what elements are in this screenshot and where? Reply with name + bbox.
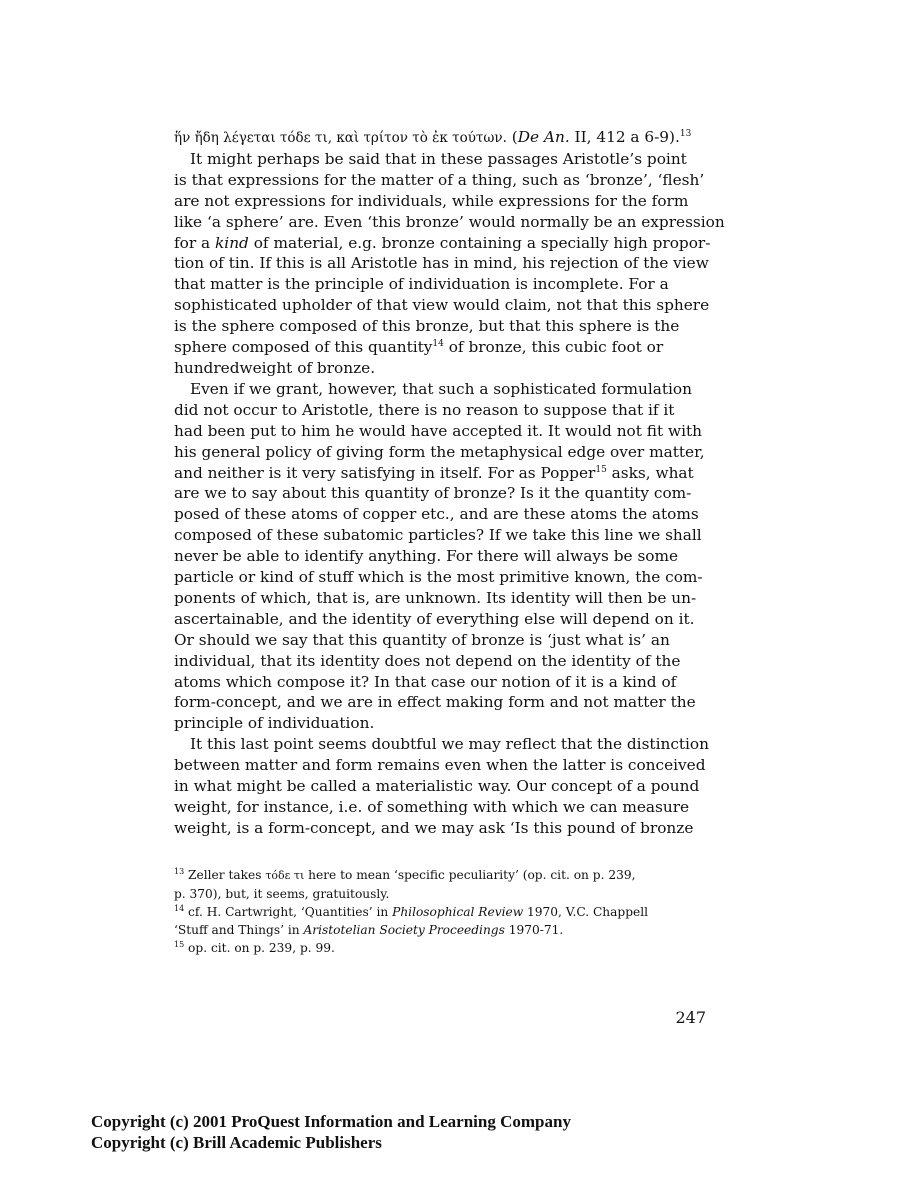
text-run: that matter is the principle of individuation is incomplete. For a <box>174 275 669 294</box>
text-run: Zeller takes <box>184 868 266 882</box>
body-line <box>174 713 706 734</box>
footnote-line <box>174 866 706 885</box>
body-line <box>174 379 706 400</box>
italic-text: Philosophical Review <box>392 905 524 919</box>
text-run: weight, is a form-concept, and we may ask ‘Is this pound of bronze <box>174 818 694 837</box>
text-run: sphere composed of this quantity <box>174 338 433 357</box>
text-run: weight, for instance, i.e. of something with which we can measure <box>174 798 690 816</box>
text-run: his general policy of giving form the metaphysical edge over matter, <box>174 442 705 461</box>
text-run: are not expressions for individuals, while expressions for the form <box>174 191 689 210</box>
text-run: for a <box>174 233 216 252</box>
body-line <box>174 316 706 337</box>
body-line <box>174 609 706 630</box>
body-line <box>174 400 706 421</box>
copyright-line-1: Copyright (c) 2001 ProQuest Information and Learning Company <box>91 1112 571 1131</box>
text-run: ponents of which, that is, are unknown. Its identity will then be un- <box>174 588 697 607</box>
body-line <box>174 295 710 316</box>
footnote-marker: 13 <box>174 867 185 876</box>
text-run: are we to say about this quantity of bronze? Is it the quantity com- <box>174 484 692 503</box>
text-run: in what might be called a materialistic way. Our concept of a pound <box>174 777 700 796</box>
text-run: did not occur to Aristotle, there is no reason to suppose that if it <box>174 400 675 419</box>
body-line <box>174 274 706 295</box>
body-line <box>174 776 706 797</box>
text-run: ascertainable, and the identity of everything else will depend on it. <box>174 609 695 628</box>
text-run: It might perhaps be said that in these passages Aristotle’s point <box>190 149 687 168</box>
main-text <box>174 127 725 839</box>
text-run: sophisticated upholder of that view would claim, not that this sphere <box>174 296 710 315</box>
footnote-line <box>174 921 706 939</box>
text-run: individual, that its identity does not depend on the identity of the <box>174 651 681 670</box>
body-line <box>174 191 706 212</box>
text-run: 1970-71. <box>504 923 564 937</box>
italic-text: kind <box>215 233 249 252</box>
body-line <box>174 463 706 484</box>
text-run: atoms which compose it? In that case our notion of it is a kind of <box>174 672 677 691</box>
body-line <box>174 525 706 546</box>
body-line <box>174 630 706 651</box>
text-run: ( <box>506 128 518 146</box>
footnote-line <box>174 885 706 903</box>
body-line <box>174 588 706 609</box>
text-run: of bronze, this cubic foot or <box>443 338 664 357</box>
text-run: asks, what <box>606 463 694 482</box>
text-run: posed of these atoms of copper etc., and are these atoms the atoms <box>174 505 699 524</box>
body-line <box>174 212 725 233</box>
page-number: 247 <box>675 1008 706 1027</box>
body-line <box>174 755 706 776</box>
body-line <box>174 233 711 254</box>
body-line <box>174 358 706 379</box>
text-run: tion of tin. If this is all Aristotle has in mind, his rejection of the view <box>174 254 709 273</box>
footnote-line <box>174 939 706 957</box>
text-run: particle or kind of stuff which is the most primitive known, the com- <box>174 568 703 587</box>
text-run: never be able to identify anything. For there will always be some <box>174 547 679 566</box>
text-run: p. 370), but, it seems, gratuitously. <box>174 887 390 901</box>
text-run: op. cit. on p. 239, p. 99. <box>184 941 335 955</box>
body-line <box>174 149 706 170</box>
text-run: here to mean ‘specific peculiarity’ (op. cit. on p. 239, <box>304 868 636 882</box>
text-run: and neither is it very satisfying in itself. For as Popper <box>174 463 596 482</box>
text-run: hundredweight of bronze. <box>174 358 376 377</box>
body-line <box>174 504 706 525</box>
body-line <box>174 692 706 713</box>
greek-text: τόδε τι <box>265 869 305 882</box>
copyright-notice <box>91 1111 571 1153</box>
body-line <box>174 797 706 818</box>
italic-text: Aristotelian Society Proceedings <box>303 923 505 937</box>
body-line <box>174 421 706 442</box>
footnote-line <box>174 903 706 921</box>
text-run: ‘Stuff and Things’ in <box>174 923 304 937</box>
footnote-marker: 15 <box>174 940 185 949</box>
text-run: composed of these subatomic particles? If we take this line we shall <box>174 526 702 545</box>
footnote-marker: 15 <box>595 464 607 475</box>
text-run: Or should we say that this quantity of bronze is ‘just what is’ an <box>174 630 670 649</box>
body-line <box>174 546 706 567</box>
body-line <box>174 672 706 693</box>
text-run: 1970, V.C. Chappell <box>523 905 649 919</box>
italic-text: De An. <box>517 128 570 146</box>
body-line <box>174 651 706 672</box>
body-line <box>174 337 706 358</box>
text-run: principle of individuation. <box>174 714 375 733</box>
footnote-marker: 14 <box>432 339 444 350</box>
footnotes <box>174 866 706 957</box>
text-run: II, 412 a 6-9). <box>569 128 680 146</box>
copyright-line-2: Copyright (c) Brill Academic Publishers <box>91 1133 382 1152</box>
text-run: had been put to him he would have accepted it. It would not fit with <box>174 421 702 440</box>
text-run: form-concept, and we are in effect making form and not matter the <box>174 693 696 712</box>
body-line <box>174 170 706 191</box>
body-line <box>174 127 706 149</box>
body-line <box>174 253 709 274</box>
text-run: between matter and form remains even when the latter is conceived <box>174 756 706 775</box>
text-run: is the sphere composed of this bronze, but that this sphere is the <box>174 317 680 336</box>
footnote-marker: 13 <box>679 129 692 139</box>
text-run: of material, e.g. bronze containing a specially high propor- <box>248 233 711 252</box>
body-line <box>174 818 706 839</box>
footnote-marker: 14 <box>174 904 185 913</box>
body-line <box>174 483 706 504</box>
body-line <box>174 567 706 588</box>
text-run: cf. H. Cartwright, ‘Quantities’ in <box>184 905 393 919</box>
greek-text: ἥν ἤδη λέγεται τόδε τι, καὶ τρίτον τὸ ἐκ τούτων. <box>174 130 507 146</box>
text-run: like ‘a sphere’ are. Even ‘this bronze’ would normally be an expression <box>174 212 725 231</box>
text-run: It this last point seems doubtful we may reflect that the distinction <box>190 735 709 754</box>
text-run: is that expressions for the matter of a thing, such as ‘bronze’, ‘flesh’ <box>174 170 705 189</box>
text-run: Even if we grant, however, that such a sophisticated formulation <box>190 379 692 398</box>
body-line <box>174 442 706 463</box>
body-line <box>174 734 709 755</box>
